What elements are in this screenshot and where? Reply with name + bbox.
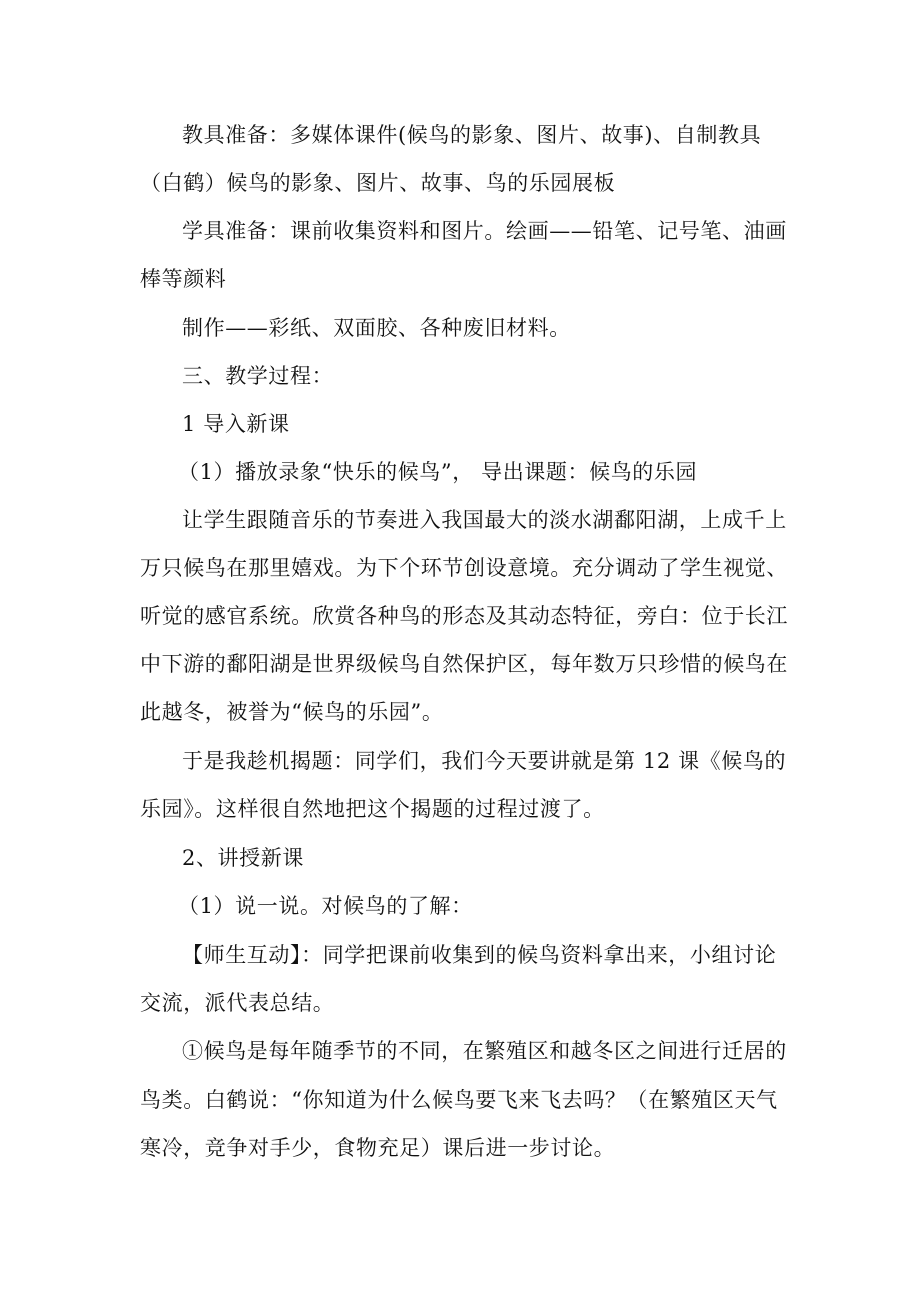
text-line-teaching-aids-cont: （白鹤）候鸟的影象、图片、故事、鸟的乐园展板 bbox=[140, 171, 616, 195]
subheading-introduce-lesson: 1 导入新课 bbox=[182, 412, 290, 436]
text-line-play-video: （1）播放录象“快乐的候鸟”， 导出课题：候鸟的乐园 bbox=[178, 460, 698, 484]
paragraph-line-5: 此越冬，被誉为“候鸟的乐园”。 bbox=[140, 700, 444, 724]
text-line-student-tools: 学具准备：课前收集资料和图片。绘画——铅笔、记号笔、油画 bbox=[182, 219, 787, 243]
paragraph-migratory-line-3: 寒冷，竞争对手少，食物充足）课后进一步讨论。 bbox=[140, 1136, 616, 1160]
text-line-making-materials: 制作——彩纸、双面胶、各种废旧材料。 bbox=[182, 316, 571, 340]
paragraph-line-1: 让学生跟随音乐的节奏进入我国最大的淡水湖鄱阳湖，上成千上 bbox=[182, 508, 787, 532]
paragraph-migratory-line-2: 鸟类。白鹤说：“你知道为什么候鸟要飞来飞去吗？（在繁殖区天气 bbox=[140, 1088, 778, 1112]
paragraph-reveal-topic-line-2: 乐园》。这样很自然地把这个揭题的过程过渡了。 bbox=[140, 797, 605, 821]
paragraph-line-4: 中下游的鄱阳湖是世界级候鸟自然保护区，每年数万只珍惜的候鸟在 bbox=[140, 652, 788, 676]
section-heading-teaching-process: 三、教学过程： bbox=[182, 364, 334, 388]
text-line-student-tools-cont: 棒等颜料 bbox=[140, 267, 227, 291]
text-line-talk-about: （1）说一说。对候鸟的了解： bbox=[178, 894, 473, 918]
paragraph-line-2: 万只候鸟在那里嬉戏。为下个环节创设意境。充分调动了学生视觉、 bbox=[140, 556, 788, 580]
paragraph-line-3: 听觉的感官系统。欣赏各种鸟的形态及其动态特征，旁白：位于长江 bbox=[140, 604, 788, 628]
paragraph-migratory-line-1: ①候鸟是每年随季节的不同，在繁殖区和越冬区之间进行迁居的 bbox=[182, 1039, 787, 1063]
text-line-teaching-aids: 教具准备：多媒体课件(候鸟的影象、图片、故事)、自制教具 bbox=[182, 123, 762, 147]
paragraph-interaction-line-1: 【师生互动】：同学把课前收集到的候鸟资料拿出来，小组讨论 bbox=[182, 943, 777, 967]
paragraph-interaction-line-2: 交流，派代表总结。 bbox=[140, 991, 335, 1015]
subheading-teach-new-lesson: 2、讲授新课 bbox=[182, 846, 304, 870]
paragraph-reveal-topic-line-1: 于是我趁机揭题：同学们，我们今天要讲就是第 12 课《候鸟的 bbox=[182, 749, 787, 773]
